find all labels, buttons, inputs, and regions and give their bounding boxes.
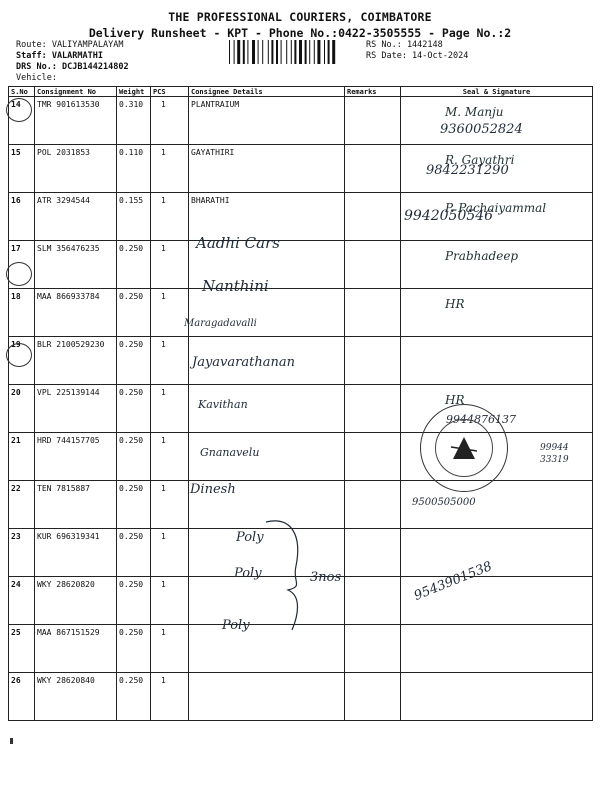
row-weight: 0.250 bbox=[117, 289, 151, 337]
barcode-bar bbox=[286, 40, 287, 64]
row-consignee bbox=[189, 289, 345, 337]
handwritten-phone-14: 9360052824 bbox=[440, 122, 523, 137]
row-weight: 0.310 bbox=[117, 97, 151, 145]
col-header-signature: Seal & Signature bbox=[401, 87, 593, 97]
barcode-bar bbox=[237, 40, 240, 64]
row-signature: Prabhadeep bbox=[401, 241, 593, 289]
row-consignment-no: WKY 28620820 bbox=[35, 577, 117, 625]
handwritten-poly-25: Poly bbox=[234, 566, 262, 581]
row-weight: 0.110 bbox=[117, 145, 151, 193]
company-title: THE PROFESSIONAL COURIERS, COIMBATORE bbox=[168, 10, 432, 24]
stamp-emblem bbox=[449, 433, 479, 463]
barcode-bar bbox=[271, 40, 273, 64]
row-pcs: 1 bbox=[151, 193, 189, 241]
barcode-bar bbox=[299, 40, 302, 64]
row-consignee: BHARATHI bbox=[189, 193, 345, 241]
row-remarks bbox=[345, 433, 401, 481]
row-pcs: 1 bbox=[151, 433, 189, 481]
barcode-bar bbox=[262, 40, 263, 64]
row-remarks bbox=[345, 625, 401, 673]
row-signature: M. Manju bbox=[401, 97, 593, 145]
handwritten-name-21: Kavithan bbox=[198, 398, 248, 411]
row-sno: 19 bbox=[9, 337, 35, 385]
handwritten-name-20: Jayavarathanan bbox=[192, 355, 295, 370]
company-stamp bbox=[420, 404, 508, 492]
barcode-bar bbox=[229, 40, 230, 64]
row-consignment-no: MAA 867151529 bbox=[35, 625, 117, 673]
row-consignee: GAYATHIRI bbox=[189, 145, 345, 193]
barcode-bar bbox=[324, 40, 325, 64]
barcode-bar bbox=[309, 40, 310, 64]
row-pcs: 1 bbox=[151, 481, 189, 529]
row-consignee bbox=[189, 673, 345, 721]
row-weight: 0.155 bbox=[117, 193, 151, 241]
handwritten-phone-21: 9944876137 bbox=[446, 413, 516, 426]
row-consignment-no: WKY 28620840 bbox=[35, 673, 117, 721]
handwritten-name-23: Dinesh bbox=[190, 482, 236, 497]
circle-mark-14 bbox=[6, 98, 32, 122]
row-sno: 23 bbox=[9, 529, 35, 577]
barcode-bar bbox=[317, 40, 320, 64]
row-sno: 22 bbox=[9, 481, 35, 529]
barcode-bar bbox=[234, 40, 235, 64]
handwritten-name-19: Maragadavalli bbox=[184, 318, 257, 329]
row-sno: 17 bbox=[9, 241, 35, 289]
row-sno: 24 bbox=[9, 577, 35, 625]
row-remarks bbox=[345, 481, 401, 529]
col-header-pcs: PCS bbox=[151, 87, 189, 97]
row-signature: HR bbox=[401, 385, 593, 433]
row-pcs: 1 bbox=[151, 385, 189, 433]
row-sno: 26 bbox=[9, 673, 35, 721]
barcode-bar bbox=[252, 40, 255, 64]
row-weight: 0.250 bbox=[117, 337, 151, 385]
handwritten-name-17: Aadhi Cars bbox=[196, 234, 280, 252]
handwritten-poly-26: Poly bbox=[222, 618, 250, 633]
row-remarks bbox=[345, 241, 401, 289]
row-consignment-no: TEN 7815887 bbox=[35, 481, 117, 529]
row-sno: 18 bbox=[9, 289, 35, 337]
route-text: Route: VALIYAMPALAYAM bbox=[16, 40, 124, 50]
barcode-bar bbox=[291, 40, 292, 64]
handwritten-phone-15: 9842231290 bbox=[426, 163, 509, 178]
row-signature: R. Gayathri bbox=[401, 145, 593, 193]
barcode bbox=[228, 40, 356, 64]
col-header-consignee: Consignee Details bbox=[189, 87, 345, 97]
vehicle-text: Vehicle: bbox=[16, 73, 57, 83]
row-sno: 25 bbox=[9, 625, 35, 673]
row-consignment-no: TMR 901613530 bbox=[35, 97, 117, 145]
handwritten-note-3nos: 3nos bbox=[310, 570, 342, 585]
row-remarks bbox=[345, 577, 401, 625]
row-consignment-no: KUR 696319341 bbox=[35, 529, 117, 577]
barcode-bar bbox=[314, 40, 315, 64]
col-header-consignment: Consignment No bbox=[35, 87, 117, 97]
rs-no-text: RS No.: 1442148 bbox=[366, 40, 443, 50]
row-weight: 0.250 bbox=[117, 241, 151, 289]
handwritten-poly-24: Poly bbox=[236, 530, 264, 545]
row-weight: 0.250 bbox=[117, 433, 151, 481]
row-weight: 0.250 bbox=[117, 625, 151, 673]
row-consignment-no: SLM 356476235 bbox=[35, 241, 117, 289]
row-signature bbox=[401, 337, 593, 385]
barcode-bar bbox=[294, 40, 296, 64]
row-consignment-no: BLR 2100529230 bbox=[35, 337, 117, 385]
barcode-bar bbox=[281, 40, 282, 64]
rs-date-text: RS Date: 14-Oct-2024 bbox=[366, 51, 469, 61]
row-weight: 0.250 bbox=[117, 529, 151, 577]
barcode-bar bbox=[276, 40, 278, 64]
row-sno: 21 bbox=[9, 433, 35, 481]
circle-mark-20 bbox=[6, 343, 32, 367]
row-pcs: 1 bbox=[151, 577, 189, 625]
row-consignment-no: VPL 225139144 bbox=[35, 385, 117, 433]
row-signature bbox=[401, 673, 593, 721]
row-weight: 0.250 bbox=[117, 481, 151, 529]
handwritten-phone-16: 9942050546 bbox=[404, 208, 494, 224]
barcode-bar bbox=[268, 40, 269, 64]
row-pcs: 1 bbox=[151, 673, 189, 721]
row-weight: 0.250 bbox=[117, 385, 151, 433]
row-sno: 14 bbox=[9, 97, 35, 145]
row-sno: 20 bbox=[9, 385, 35, 433]
staff-text: Staff: VALARMATHI bbox=[16, 51, 103, 61]
drs-text: DRS No.: DCJB144214802 bbox=[16, 62, 129, 72]
row-remarks bbox=[345, 289, 401, 337]
row-consignment-no: MAA 866933784 bbox=[35, 289, 117, 337]
row-weight: 0.250 bbox=[117, 673, 151, 721]
stray-mark bbox=[10, 738, 13, 744]
handwritten-name-18: Nanthini bbox=[202, 277, 269, 295]
row-remarks bbox=[345, 385, 401, 433]
meta-right bbox=[366, 40, 468, 62]
meta-left bbox=[16, 40, 129, 84]
table-header-row bbox=[9, 87, 593, 97]
table-row bbox=[9, 193, 593, 241]
bracket-mark bbox=[262, 516, 310, 636]
handwritten-phone-23: 9500505000 bbox=[412, 497, 476, 508]
row-sno: 16 bbox=[9, 193, 35, 241]
row-pcs: 1 bbox=[151, 337, 189, 385]
barcode-bar bbox=[332, 40, 335, 64]
row-signature bbox=[401, 529, 593, 577]
row-sno: 15 bbox=[9, 145, 35, 193]
col-header-remarks: Remarks bbox=[345, 87, 401, 97]
row-pcs: 1 bbox=[151, 289, 189, 337]
row-remarks bbox=[345, 145, 401, 193]
barcode-bar bbox=[243, 40, 245, 64]
row-consignment-no: HRD 744157705 bbox=[35, 433, 117, 481]
handwritten-name-22: Gnanavelu bbox=[200, 446, 260, 459]
row-pcs: 1 bbox=[151, 145, 189, 193]
col-header-weight: Weight bbox=[117, 87, 151, 97]
row-remarks bbox=[345, 529, 401, 577]
table-row bbox=[9, 337, 593, 385]
row-consignment-no: ATR 3294544 bbox=[35, 193, 117, 241]
row-consignment-no: POL 2031853 bbox=[35, 145, 117, 193]
circle-mark-18 bbox=[6, 262, 32, 286]
row-pcs: 1 bbox=[151, 97, 189, 145]
barcode-bar bbox=[305, 40, 307, 64]
runsheet-subtitle: Delivery Runsheet - KPT - Phone No.:0422-3505555 - Page No.:2 bbox=[88, 26, 512, 40]
row-remarks bbox=[345, 97, 401, 145]
row-remarks bbox=[345, 673, 401, 721]
barcode-bar bbox=[247, 40, 248, 64]
col-header-sno: S.No bbox=[9, 87, 35, 97]
table-row bbox=[9, 289, 593, 337]
handwritten-phone-22: 99944 33319 bbox=[540, 443, 569, 465]
table-row bbox=[9, 673, 593, 721]
table-row bbox=[9, 97, 593, 145]
table-row bbox=[9, 241, 593, 289]
barcode-bar bbox=[328, 40, 330, 64]
row-weight: 0.250 bbox=[117, 577, 151, 625]
row-signature bbox=[401, 625, 593, 673]
row-remarks bbox=[345, 337, 401, 385]
row-signature: P. Pachaiyammal bbox=[401, 193, 593, 241]
row-consignee: PLANTRAIUM bbox=[189, 97, 345, 145]
row-signature: HR bbox=[401, 289, 593, 337]
row-pcs: 1 bbox=[151, 625, 189, 673]
row-pcs: 1 bbox=[151, 529, 189, 577]
row-remarks bbox=[345, 193, 401, 241]
barcode-bar bbox=[258, 40, 259, 64]
row-pcs: 1 bbox=[151, 241, 189, 289]
handwritten-phone-25: 9543901538 bbox=[412, 559, 495, 604]
